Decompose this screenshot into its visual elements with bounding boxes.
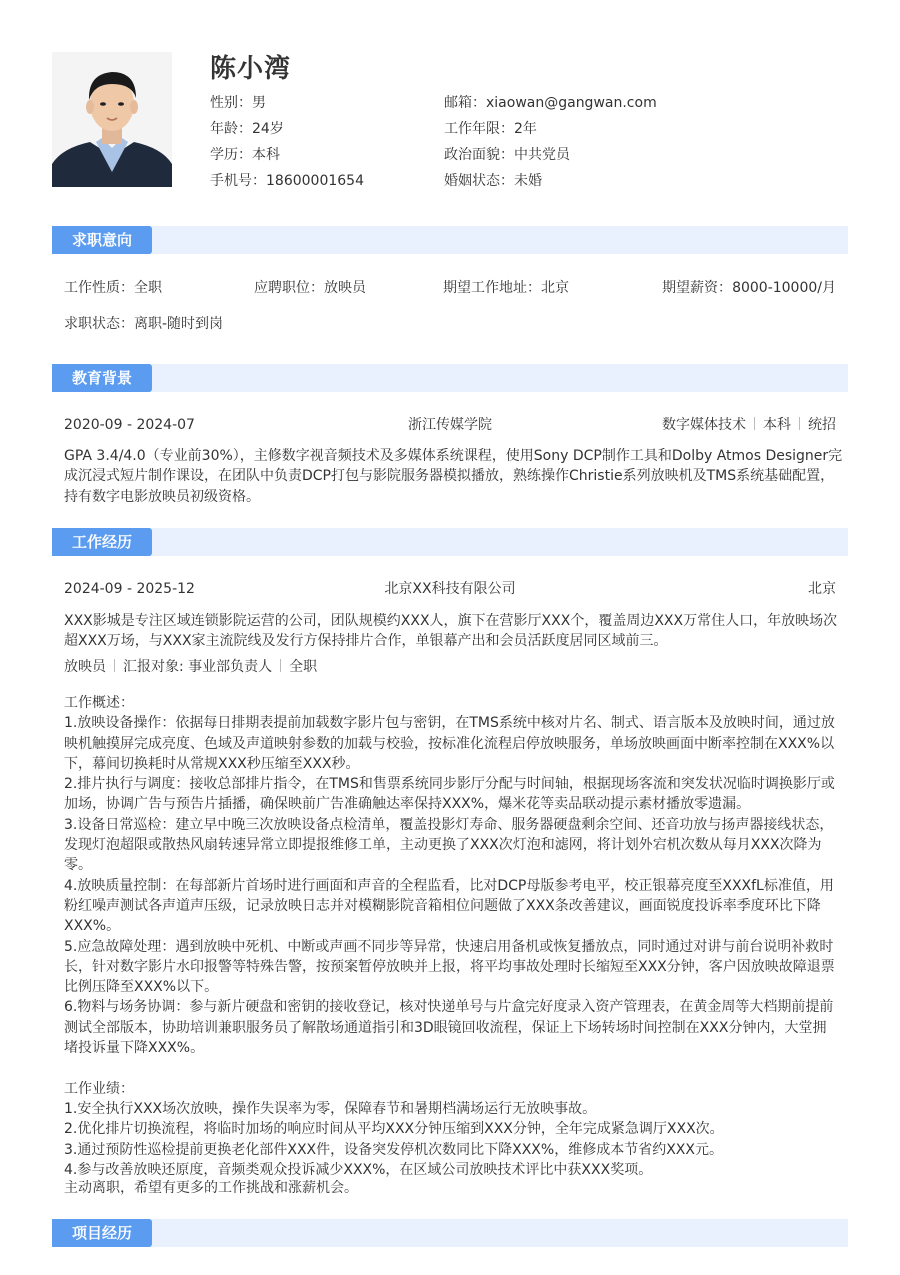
section-header-education: [52, 364, 848, 392]
intent-nature: [64, 278, 162, 298]
age-value: 24岁: [252, 121, 284, 137]
text-line: 长，针对数字影片水印报警等特殊告警，按预案暂停放映并上报，将平均事故处理时长缩短至XXX分钟，客户因放映故障退票: [64, 958, 835, 975]
years-value: 2年: [514, 121, 537, 137]
edu-period: 2020-09 - 2024-07: [64, 417, 195, 433]
text-line: 持有数字电影放映员初级资格。: [64, 488, 260, 505]
section-header-project: [52, 1219, 848, 1247]
position-value: 放映员: [324, 280, 366, 296]
text-line: 零。: [64, 857, 92, 874]
text-line: 5.应急故障处理：遇到放映中死机、中断或声画不同步等异常，快速启用备机或恢复播放点，同时通过对讲与前台说明补救时: [64, 938, 834, 955]
work-period: 2024-09 - 2025-12: [64, 581, 195, 597]
text-line: 工作业绩：: [64, 1080, 134, 1097]
section-header-work: [52, 528, 848, 556]
work-company-intro: [64, 611, 838, 652]
text-line: 发现灯泡超限或散热风扇转速异常立即提报维修工单，主动更换了XXX次灯泡和滤网，将计划外宕机次数从每月XXX次降为: [64, 837, 822, 854]
text-line: 4.参与改善放映还原度，音频类观众投诉减少XXX%，在区域公司放映技术评比中获XXX奖项。: [64, 1161, 653, 1178]
text-line: 4.放映质量控制：在每部新片首场时进行画面和声音的全程监看，比对DCP母版参考电平，校正银幕亮度至XXXfL标准值，用: [64, 877, 834, 894]
nature-label: 工作性质：: [64, 280, 134, 296]
city-label: 期望工作地址：: [443, 280, 541, 296]
divider: [799, 417, 800, 430]
work-report: 汇报对象: 事业部负责人: [123, 659, 273, 675]
work-job-type: 全职: [289, 659, 318, 675]
text-line: 映机触摸屏完成亮度、色域及声道映射参数的加载与校验，按标准化流程启停放映服务，单场放映画面中断率控制在XXX%以: [64, 735, 835, 752]
nature-value: 全职: [134, 280, 162, 296]
text-line: 工作概述：: [64, 695, 134, 711]
work-leave-reason: 主动离职，希望有更多的工作挑战和涨薪机会。: [64, 1180, 358, 1196]
email-label: 邮箱：: [444, 95, 486, 111]
phone-label: 手机号：: [210, 173, 266, 189]
candidate-name: 陈小湾: [210, 54, 292, 84]
info-email: [444, 93, 657, 113]
work-city: 北京: [808, 581, 836, 597]
edu-type: 统招: [808, 417, 836, 433]
info-education: [210, 145, 280, 165]
text-line: 6.物料与场务协调：参与新片硬盘和密钥的接收登记，核对快递单号与片盒完好度录入资产管理表，在黄金周等大档期前提前: [64, 999, 834, 1016]
intent-salary: [600, 278, 836, 298]
text-line: 粉红噪声测试各声道声压级，记录放映日志并对模糊影院音箱相位问题做了XXX条改善建议，画面锐度投诉率季度环比下降: [64, 897, 821, 914]
text-line: 3.设备日常巡检：建立早中晚三次放映设备点检清单，覆盖投影灯寿命、服务器硬盘剩余空间、还音功放与扬声器接线状态，: [64, 816, 834, 833]
text-line: 1.安全执行XXX场次放映，操作失误率为零，保障春节和暑期档满场运行无放映事故。: [64, 1100, 597, 1117]
section-title-education: 教育背景: [52, 364, 152, 392]
text-line: 成沉浸式短片制作课设，在团队中负责DCP打包与影院服务器模拟播放，熟练操作Christie系列放映机及TMS系统基础配置，: [64, 468, 835, 485]
text-line: GPA 3.4/4.0（专业前30%），主修数字视音频技术及多媒体系统课程，使用Sony DCP制作工具和Dolby Atmos Designer完: [64, 448, 843, 464]
edu-meta: [560, 415, 836, 435]
phone-value: 18600001654: [266, 173, 364, 189]
intent-city: [443, 278, 569, 298]
text-line: 加场，协调广告与预告片插播，确保映前广告准确触达率保持XXX%，爆米花等卖品联动提示素材播放零遗漏。: [64, 796, 751, 813]
email-value: xiaowan@gangwan.com: [486, 95, 657, 111]
section-title-intent: 求职意向: [52, 226, 152, 254]
text-line: 2.优化排片切换流程，将临时加场的响应时间从平均XXX分钟压缩到XXX分钟，全年完成紧急调厅XXX次。: [64, 1121, 724, 1138]
edu-value: 本科: [252, 147, 280, 163]
intent-position: [254, 278, 366, 298]
section-title-project: 项目经历: [52, 1219, 152, 1247]
divider: [754, 417, 755, 430]
edu-degree: 本科: [763, 417, 791, 433]
text-line: 比例压降至XXX%以下。: [64, 979, 219, 996]
divider: [114, 659, 115, 672]
political-value: 中共党员: [514, 147, 570, 163]
status-value: 离职-随时到岗: [134, 316, 224, 332]
edu-description: [64, 446, 843, 507]
section-title-work: 工作经历: [52, 528, 152, 556]
info-age: [210, 119, 284, 139]
intent-status: [64, 314, 223, 334]
text-line: 2.排片执行与调度：接收总部排片指令，在TMS和售票系统同步影厅分配与时间轴，根据现场客流和突发状况临时调换影厅或: [64, 776, 835, 793]
info-political: [444, 145, 570, 165]
text-line: 下，幕间切换耗时从常规XXX秒压缩至XXX秒。: [64, 755, 360, 772]
info-gender: [210, 93, 266, 113]
info-marital: [444, 171, 542, 191]
divider: [280, 659, 281, 672]
marital-label: 婚姻状态：: [444, 173, 514, 189]
years-label: 工作年限：: [444, 121, 514, 137]
info-years: [444, 119, 537, 139]
info-phone: [210, 171, 364, 191]
age-label: 年龄：: [210, 121, 252, 137]
city-value: 北京: [541, 280, 569, 296]
text-line: XXX%。: [64, 918, 121, 935]
text-line: 堵投诉量下降XXX%。: [64, 1040, 205, 1057]
work-description: [64, 693, 838, 1180]
text-line: 1.放映设备操作：依据每日排期表提前加载数字影片包与密钥，在TMS系统中核对片名、制式、语言版本及放映时间，通过放: [64, 715, 835, 732]
marital-value: 未婚: [514, 173, 542, 189]
work-role-meta: [64, 657, 317, 677]
work-role: 放映员: [64, 659, 106, 675]
text-line: 3.通过预防性巡检提前更换老化部件XXX件，设备突发停机次数同比下降XXX%，维修成本节省约XXX元。: [64, 1141, 723, 1158]
gender-label: 性别：: [210, 95, 252, 111]
text-line: 测试全部版本，协助培训兼职服务员了解散场通道指引和3D眼镜回收流程，保证上下场转场时间控制在XXX分钟内，大堂拥: [64, 1019, 827, 1036]
salary-label: 期望薪资：: [662, 280, 733, 296]
status-label: 求职状态：: [64, 316, 134, 332]
text-line: XXX影城是专注区域连锁影院运营的公司，团队规模约XXX人，旗下在营影厅XXX个，覆盖周边XXX万常住人口，年放映场次: [64, 613, 838, 629]
position-label: 应聘职位：: [254, 280, 324, 296]
section-header-intent: [52, 226, 848, 254]
avatar: [52, 52, 172, 187]
edu-major: 数字媒体技术: [662, 417, 746, 433]
blank-line: [64, 1058, 838, 1078]
avatar-portrait-icon: [52, 52, 172, 187]
gender-value: 男: [252, 95, 266, 111]
text-line: 超XXX万场，与XXX家主流院线及发行方保持排片合作，单银幕产出和会员活跃度居同区域前三。: [64, 633, 668, 650]
political-label: 政治面貌：: [444, 147, 514, 163]
salary-value: 8000-10000/月: [732, 280, 836, 296]
edu-label: 学历：: [210, 147, 252, 163]
edu-school: 浙江传媒学院: [408, 417, 492, 433]
work-company: 北京XX科技有限公司: [384, 581, 516, 597]
